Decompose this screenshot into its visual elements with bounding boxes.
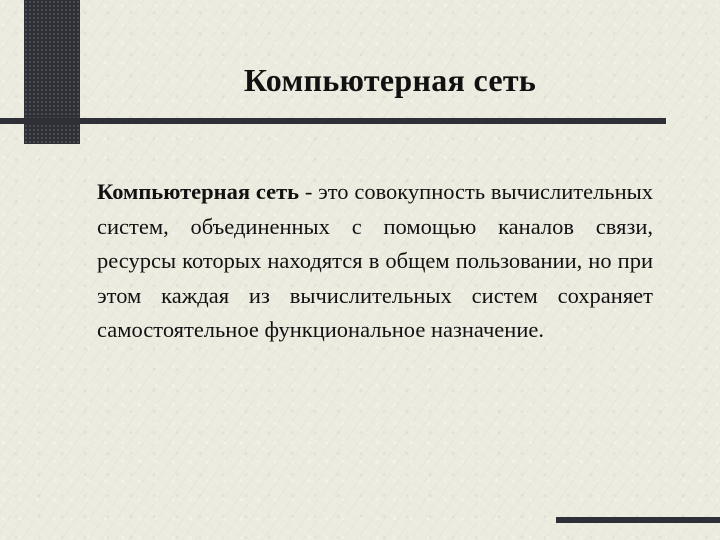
body-term: Компьютерная сеть: [97, 179, 300, 204]
footer-rule: [556, 517, 720, 523]
body-definition: - это совокупность вычислительных систем, объединенных с помощью каналов связи, ресурсы которых находятся в общем пользовании, но при этом каждая из вычислительных систем сохраняет самостоятельное функциональное назначение.: [97, 179, 653, 342]
title-underline-rule: [0, 118, 666, 124]
slide-body-text: [97, 175, 653, 348]
slide-title: Компьютерная сеть: [243, 62, 537, 98]
